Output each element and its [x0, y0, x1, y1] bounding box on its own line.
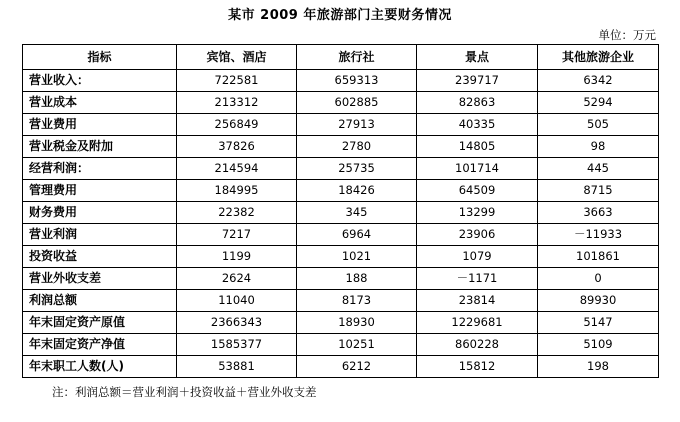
table-row [23, 224, 659, 246]
table-header-row [23, 45, 659, 70]
table-cell: 6342 [538, 70, 659, 92]
row-label: 营业费用 [23, 114, 177, 136]
table-row [23, 114, 659, 136]
table-cell: 11040 [177, 290, 297, 312]
table-row [23, 70, 659, 92]
row-label: 投资收益 [23, 246, 177, 268]
row-label: 年末职工人数(人) [23, 356, 177, 378]
table-cell: 6964 [297, 224, 417, 246]
row-label: 营业税金及附加 [23, 136, 177, 158]
row-label: 营业收入： [23, 70, 177, 92]
table-row [23, 202, 659, 224]
table-cell: 1079 [417, 246, 538, 268]
table-cell: 5294 [538, 92, 659, 114]
row-label: 年末固定资产原值 [23, 312, 177, 334]
table-cell: 15812 [417, 356, 538, 378]
column-header-attractions: 景点 [417, 45, 538, 70]
table-cell: 53881 [177, 356, 297, 378]
table-row [23, 136, 659, 158]
table-cell: 25735 [297, 158, 417, 180]
table-row [23, 334, 659, 356]
table-row [23, 246, 659, 268]
row-label: 营业利润 [23, 224, 177, 246]
table-cell: 8173 [297, 290, 417, 312]
table-cell: 188 [297, 268, 417, 290]
table-cell: 101714 [417, 158, 538, 180]
row-label: 营业成本 [23, 92, 177, 114]
table-cell: 213312 [177, 92, 297, 114]
column-header-other-tourism: 其他旅游企业 [538, 45, 659, 70]
table-cell: 722581 [177, 70, 297, 92]
column-header-hotels: 宾馆、酒店 [177, 45, 297, 70]
table-body [23, 70, 659, 378]
table-cell: 1585377 [177, 334, 297, 356]
table-cell: 860228 [417, 334, 538, 356]
table-cell: 184995 [177, 180, 297, 202]
table-cell: 1199 [177, 246, 297, 268]
table-cell: 2366343 [177, 312, 297, 334]
column-header-travel-agencies: 旅行社 [297, 45, 417, 70]
table-cell: 505 [538, 114, 659, 136]
table-header [23, 45, 659, 70]
table-row [23, 158, 659, 180]
row-label: 利润总额 [23, 290, 177, 312]
table-cell: 602885 [297, 92, 417, 114]
table-cell: 239717 [417, 70, 538, 92]
table-row [23, 268, 659, 290]
table-cell: 8715 [538, 180, 659, 202]
column-header-indicator: 指标 [23, 45, 177, 70]
financial-table [22, 44, 659, 378]
row-label: 管理费用 [23, 180, 177, 202]
table-row [23, 290, 659, 312]
page-title: 某市 2009 年旅游部门主要财务情况 [228, 8, 452, 23]
table-cell: 13299 [417, 202, 538, 224]
table-cell: 37826 [177, 136, 297, 158]
row-label: 营业外收支差 [23, 268, 177, 290]
table-cell: 659313 [297, 70, 417, 92]
table-cell: 198 [538, 356, 659, 378]
table-cell: 18930 [297, 312, 417, 334]
table-cell: 18426 [297, 180, 417, 202]
table-row [23, 312, 659, 334]
table-cell: 1021 [297, 246, 417, 268]
table-cell: 2780 [297, 136, 417, 158]
table-row [23, 92, 659, 114]
table-cell: 7217 [177, 224, 297, 246]
table-cell: 23814 [417, 290, 538, 312]
table-cell: 64509 [417, 180, 538, 202]
table-cell: 5109 [538, 334, 659, 356]
table-row [23, 180, 659, 202]
table-cell: －1171 [417, 268, 538, 290]
table-cell: 10251 [297, 334, 417, 356]
row-label: 财务费用 [23, 202, 177, 224]
table-note: 注：利润总额＝营业利润＋投资收益＋营业外收支差 [52, 385, 317, 399]
table-cell: 3663 [538, 202, 659, 224]
table-cell: 22382 [177, 202, 297, 224]
table-cell: 98 [538, 136, 659, 158]
table-cell: 40335 [417, 114, 538, 136]
row-label: 经营利润： [23, 158, 177, 180]
table-cell: 27913 [297, 114, 417, 136]
table-cell: 14805 [417, 136, 538, 158]
table-cell: 345 [297, 202, 417, 224]
table-cell: 0 [538, 268, 659, 290]
unit-label: 单位：万元 [598, 28, 656, 42]
table-cell: 101861 [538, 246, 659, 268]
row-label: 年末固定资产净值 [23, 334, 177, 356]
table-cell: 2624 [177, 268, 297, 290]
table-cell: 214594 [177, 158, 297, 180]
table-cell: 1229681 [417, 312, 538, 334]
table-cell: 5147 [538, 312, 659, 334]
table-cell: 256849 [177, 114, 297, 136]
table-cell: 6212 [297, 356, 417, 378]
table-cell: 82863 [417, 92, 538, 114]
table-cell: 23906 [417, 224, 538, 246]
table-cell: 89930 [538, 290, 659, 312]
table-cell: －11933 [538, 224, 659, 246]
table-row [23, 356, 659, 378]
table-cell: 445 [538, 158, 659, 180]
